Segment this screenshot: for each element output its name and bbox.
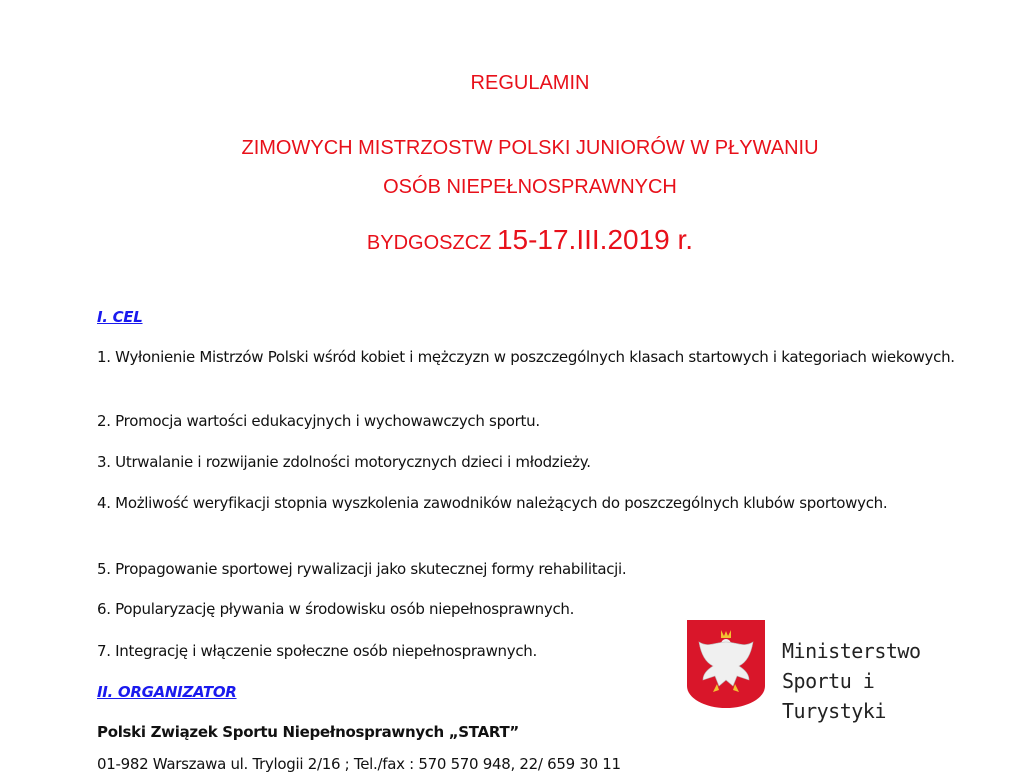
ministry-name-line2: Sportu i Turystyki xyxy=(782,669,886,723)
event-dates: 15-17.III.2019 r. xyxy=(496,224,694,255)
list-item: 7. Integrację i włączenie społeczne osób niepełnosprawnych. xyxy=(97,642,537,660)
document-subtitle-line1: ZIMOWYCH MISTRZOSTW POLSKI JUNIORÓW W PŁYWANIU xyxy=(241,137,819,159)
document-title: REGULAMIN xyxy=(470,72,590,94)
organizer-address: 01-982 Warszawa ul. Trylogii 2/16 ; Tel./fax : 570 570 948, 22/ 659 30 11 xyxy=(97,755,621,773)
list-item: 3. Utrwalanie i rozwijanie zdolności motorycznych dzieci i młodzieży. xyxy=(97,453,591,471)
event-location: BYDGOSZCZ xyxy=(366,232,492,254)
event-location-date xyxy=(0,224,1024,256)
list-item: 5. Propagowanie sportowej rywalizacji jako skutecznej formy rehabilitacji. xyxy=(97,560,627,578)
ministry-name-line1: Ministerstwo xyxy=(782,639,921,663)
ministry-logo xyxy=(687,620,987,723)
organizer-name: Polski Związek Sportu Niepełnosprawnych „START” xyxy=(97,723,519,741)
list-item: 1. Wyłonienie Mistrzów Polski wśród kobiet i mężczyzn w poszczególnych klasach startowych i kategoriach wiekowych. xyxy=(97,348,955,366)
ministry-name xyxy=(782,636,987,726)
document-subtitle-line2: OSÓB NIEPEŁNOSPRAWNYCH xyxy=(383,176,677,198)
section-heading-cel[interactable]: I. CEL xyxy=(97,308,143,326)
eagle-icon xyxy=(695,628,757,698)
list-item: 4. Możliwość weryfikacji stopnia wyszkolenia zawodników należących do poszczególnych klubów sportowych. xyxy=(97,494,888,512)
section-heading-organizator[interactable]: II. ORGANIZATOR xyxy=(97,683,237,701)
list-item: 2. Promocja wartości edukacyjnych i wychowawczych sportu. xyxy=(97,412,540,430)
list-item: 6. Popularyzację pływania w środowisku osób niepełnosprawnych. xyxy=(97,600,575,618)
polish-eagle-emblem-icon xyxy=(687,620,765,708)
